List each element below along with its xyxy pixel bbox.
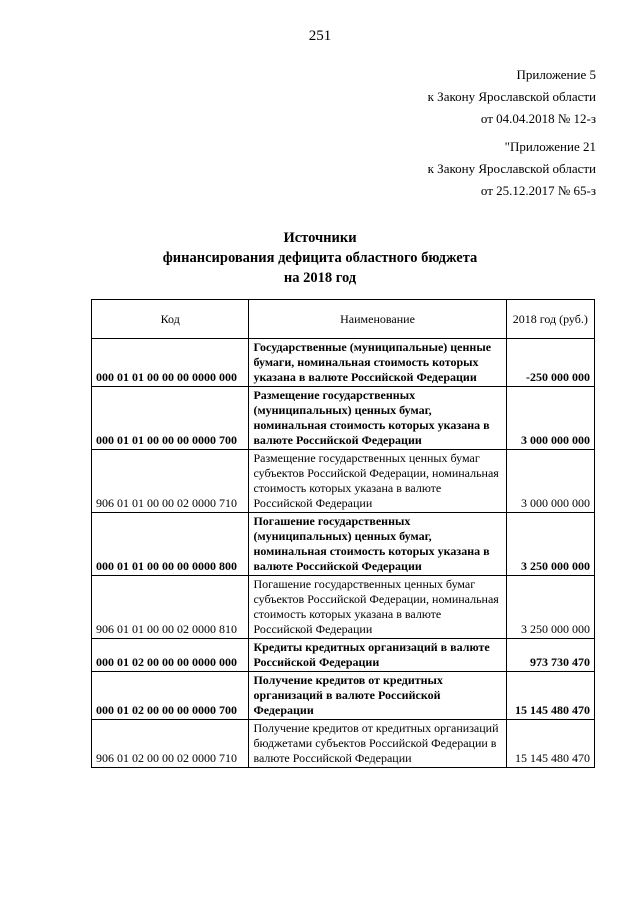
table-row (92, 387, 595, 450)
cell-name: Получение кредитов от кредитных организаций в валюте Российской Федерации (249, 672, 506, 720)
financing-sources-table (91, 299, 595, 768)
cell-amount: -250 000 000 (506, 339, 594, 387)
appendix-line: "Приложение 21 (504, 139, 596, 154)
title-line: финансирования дефицита областного бюджета (162, 250, 478, 266)
header-name: Наименование (249, 300, 506, 339)
cell-name: Погашение государственных (муниципальных) ценных бумаг, номинальная стоимость которых указана в валюте Российской Федерации (249, 513, 506, 576)
header-amount: 2018 год (руб.) (506, 300, 594, 339)
table-header-row (92, 300, 595, 339)
appendix-line: к Закону Ярославской области (427, 89, 596, 104)
table-row (92, 672, 595, 720)
cell-name: Размещение государственных (муниципальных) ценных бумаг, номинальная стоимость которых указана в валюте Российской Федерации (249, 387, 506, 450)
cell-code: 906 01 01 00 00 02 0000 810 (92, 576, 249, 639)
cell-amount: 3 000 000 000 (506, 450, 594, 513)
cell-amount: 3 250 000 000 (506, 513, 594, 576)
cell-amount: 3 250 000 000 (506, 576, 594, 639)
cell-amount: 973 730 470 (506, 639, 594, 672)
cell-code: 000 01 02 00 00 00 0000 000 (92, 639, 249, 672)
appendix-line: Приложение 5 (516, 67, 596, 82)
table-row (92, 513, 595, 576)
header-code: Код (92, 300, 249, 339)
appendix-reference (428, 64, 596, 130)
appendix-line: от 25.12.2017 № 65-з (480, 183, 596, 198)
cell-name: Кредиты кредитных организаций в валюте Российской Федерации (249, 639, 506, 672)
table-row (92, 639, 595, 672)
cell-amount: 3 000 000 000 (506, 387, 594, 450)
page-number: 251 (308, 28, 332, 44)
appendix-line: от 04.04.2018 № 12-з (480, 111, 596, 126)
cell-name: Размещение государственных ценных бумаг субъектов Российской Федерации, номинальная стоимость которых указана в валюте Российской Федерации (249, 450, 506, 513)
cell-name: Государственные (муниципальные) ценные бумаги, номинальная стоимость которых указана в валюте Российской Федерации (249, 339, 506, 387)
previous-appendix-reference (428, 136, 596, 202)
table-row (92, 576, 595, 639)
cell-code: 000 01 01 00 00 00 0000 800 (92, 513, 249, 576)
cell-code: 000 01 01 00 00 00 0000 700 (92, 387, 249, 450)
cell-code: 000 01 02 00 00 00 0000 700 (92, 672, 249, 720)
table-row (92, 339, 595, 387)
cell-name: Получение кредитов от кредитных организаций бюджетами субъектов Российской Федерации в валюте Российской Федерации (249, 720, 506, 768)
cell-code: 906 01 01 00 00 02 0000 710 (92, 450, 249, 513)
table-row (92, 720, 595, 768)
table-row (92, 450, 595, 513)
cell-code: 000 01 01 00 00 00 0000 000 (92, 339, 249, 387)
document-title (0, 228, 640, 288)
title-line: на 2018 год (283, 270, 357, 286)
title-line: Источники (283, 230, 357, 246)
cell-amount: 15 145 480 470 (506, 672, 594, 720)
appendix-line: к Закону Ярославской области (427, 161, 596, 176)
cell-code: 906 01 02 00 00 02 0000 710 (92, 720, 249, 768)
cell-amount: 15 145 480 470 (506, 720, 594, 768)
cell-name: Погашение государственных ценных бумаг субъектов Российской Федерации, номинальная стоимость которых указана в валюте Российской Федерации (249, 576, 506, 639)
